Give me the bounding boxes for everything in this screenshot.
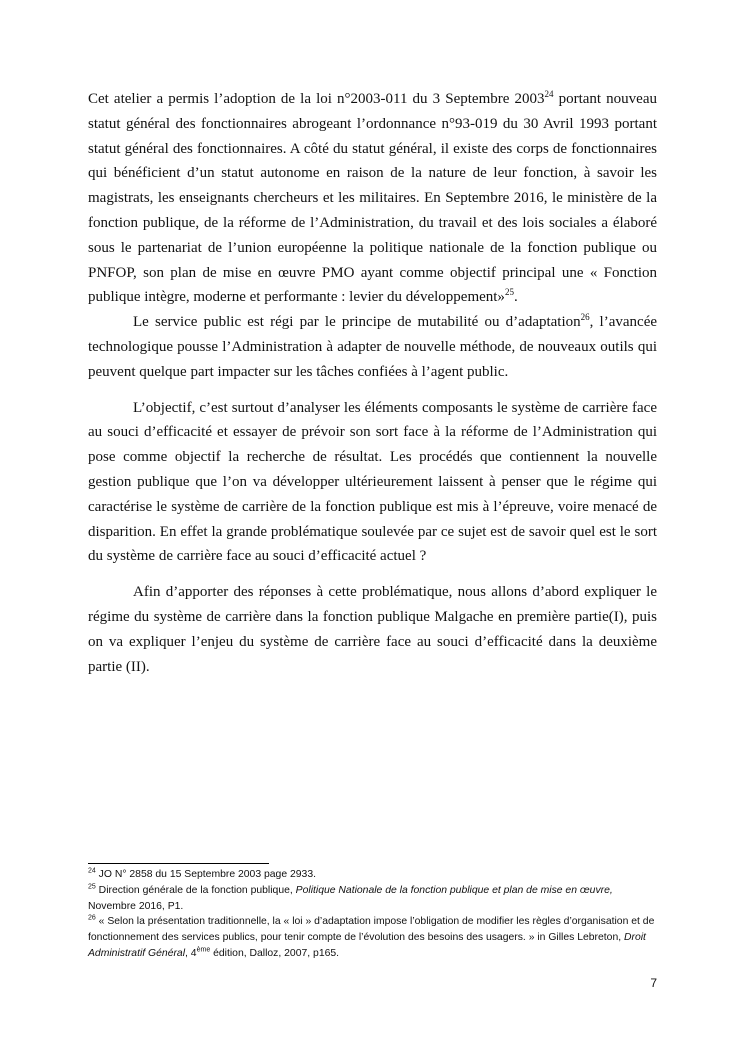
footnote-26-edition-suffix: ème [196,946,211,954]
paragraph-2 [88,310,657,384]
footnote-25 [88,883,657,915]
paragraph-2-text-cont: , l’avancée technologique pousse l’Administration à adapter de nouvelle méthode, de nouveaux outils qui peuvent quelque part impacter sur les tâches confiées à l’agent public. [88,314,658,380]
footnote-24 [88,867,657,883]
footnote-24-number: 24 [88,867,96,875]
footnote-26 [88,914,657,961]
footnote-26-title: Droit Administratif Général [88,932,646,959]
paragraph-4: Afin d’apporter des réponses à cette problématique, nous allons d’abord expliquer le régime du système de carrière dans la fonction publique Malgache en première partie(I), puis on va expliquer l’enjeu du système de carrière face au souci d’efficacité dans la deuxième partie (II). [88,584,657,675]
footnote-26-edition: , 4 [185,947,197,959]
footnote-ref-26[interactable]: 26 [580,312,590,323]
footnote-25-number: 25 [88,883,96,891]
footnote-25-text: Direction générale de la fonction publique, [95,884,296,896]
page-number: 7 [650,976,657,990]
footnote-25-title: Politique Nationale de la fonction publique et plan de mise en œuvre, [295,884,613,896]
footnote-26-text: « Selon la présentation traditionnelle, la « loi » d’adaptation impose l’obligation de modifier les règles d’organisation et de fonctionnement des services publics, pour tenir compte de l’évolution des besoins des usagers. » in Gilles Lebreton, [88,916,655,944]
footnote-26-number: 26 [88,914,96,922]
paragraph-2-text: Le service public est régi par le principe de mutabilité ou d’adaptation [133,314,581,331]
paragraph-1-text-cont: portant nouveau statut général des fonctionnaires abrogeant l’ordonnance n°93-019 du 30 Avril 1993 portant statut général des fonctionnaires. A côté du statut général, il existe des corps de fonctionnaires qui bénéficient d’un statut autonome en raison de la nature de leur fonction, à savoir les magistrats, les enseignants chercheurs et les militaires. En Septembre 2016, le ministère de la fonction publique, de la réforme de l’Administration, du travail et des lois sociales a élaboré sous le partenariat de l’union européenne la politique nationale de la fonction publique ou PNFOP, son plan de mise en œuvre PMO ayant comme objectif principal une « Fonction publique intègre, moderne et performante : levier du développement» [88,91,657,306]
footnote-24-text: JO N° 2858 du 15 Septembre 2003 page 2933. [95,869,317,880]
footnote-25-date: Novembre 2016, P1. [88,900,184,912]
footnotes [88,867,657,962]
paragraph-3: L’objectif, c’est surtout d’analyser les éléments composants le système de carrière face au souci d’efficacité et essayer de prévoir son sort face à la réforme de l’Administration qui pose comme objectif la recherche de résultat. Les procédés que contiennent la nouvelle gestion publique que l’on va développer ultérieurement laissent à penser que le régime qui caractérise le système de carrière de la fonction publique est mis à l’épreuve, voire menacé de disparition. En effet la grande problématique soulevée par ce sujet est de savoir quel est le sort du système de carrière face au souci d’efficacité actuel ? [88,399,657,565]
footnote-ref-24[interactable]: 24 [544,89,554,99]
footnote-separator [88,863,269,864]
body-text [88,87,657,679]
paragraph-1-end: . [513,289,518,306]
paragraph-1-text: Cet atelier a permis l’adoption de la loi n°2003-011 du 3 Septembre 2003 [88,91,545,107]
paragraph-1 [88,87,657,310]
footnote-ref-25[interactable]: 25 [504,287,514,298]
footnote-26-publisher: édition, Dalloz, 2007, p165. [210,947,340,959]
